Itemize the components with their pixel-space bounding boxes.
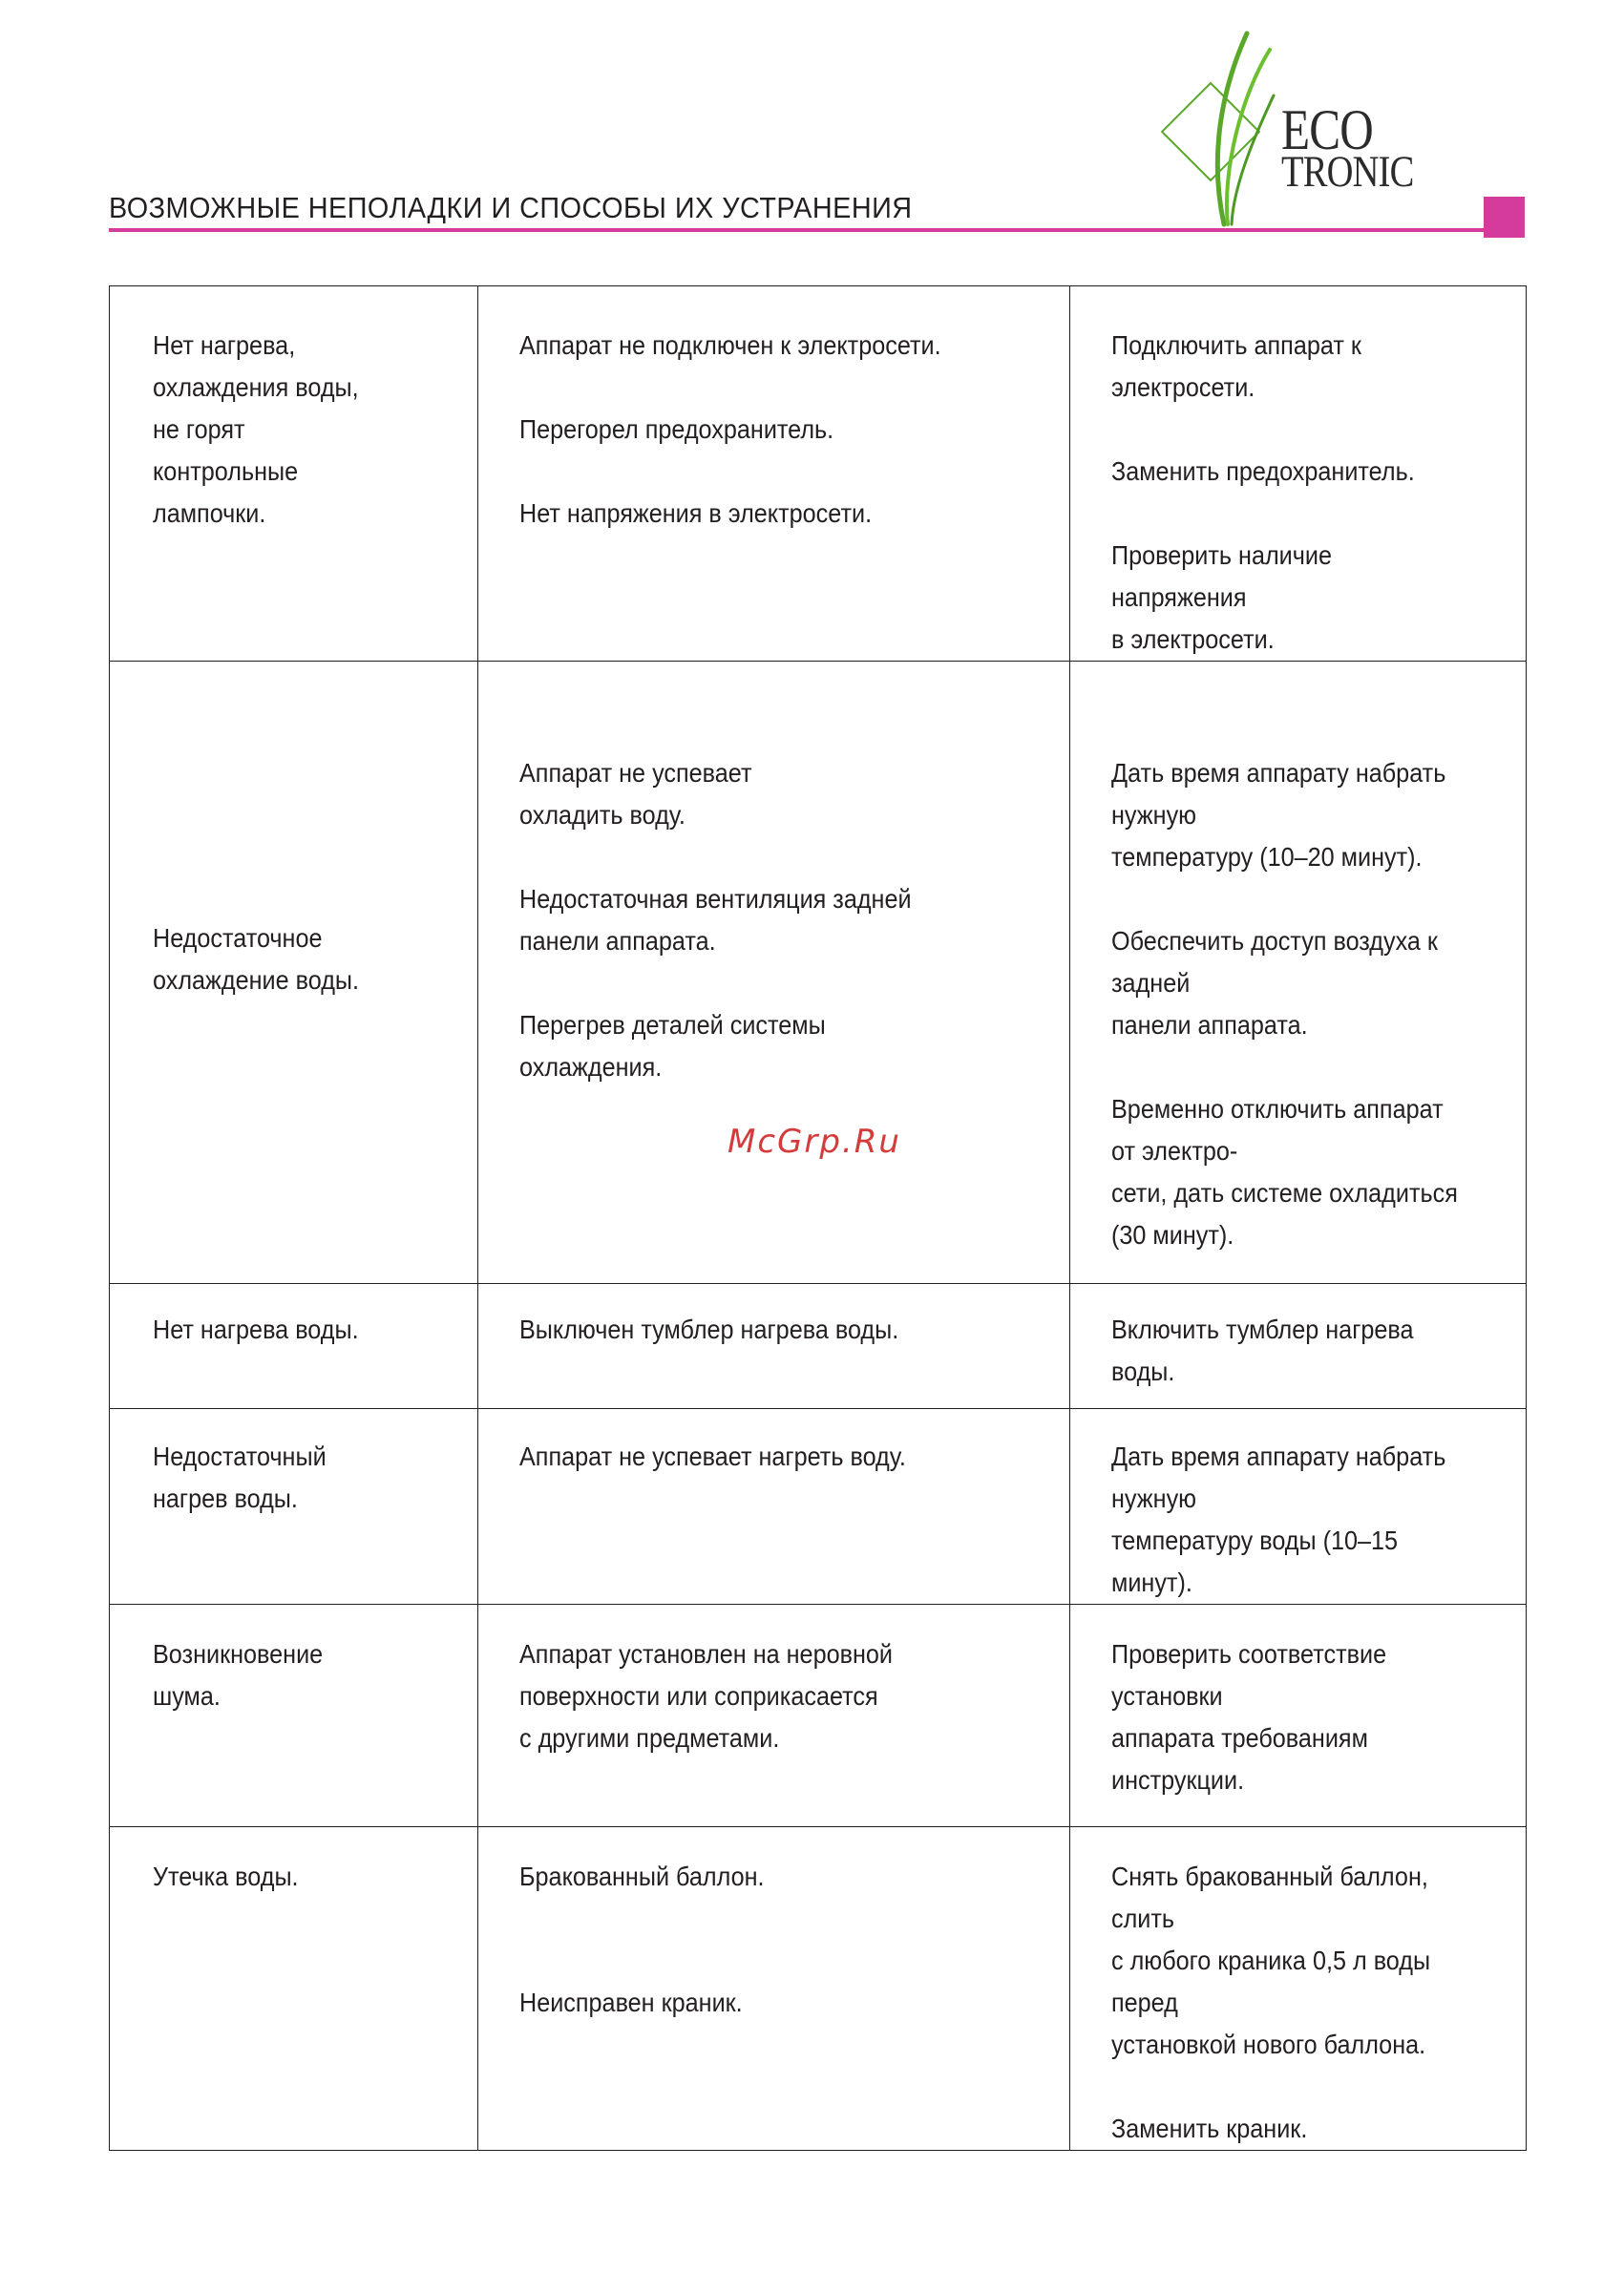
remedy-text: Включить тумблер нагрева воды. bbox=[1111, 1315, 1414, 1386]
troubleshooting-table bbox=[109, 285, 1527, 2151]
logo-line-tronic: TRONIC bbox=[1281, 147, 1414, 197]
cause-text: Нет напряжения в электросети. bbox=[519, 498, 873, 528]
remedy-text: Снять бракованный баллон, слить с любого краника 0,5 л воды перед установкой нового баллона. bbox=[1111, 1862, 1431, 2059]
cause-text: Аппарат не подключен к электросети. bbox=[519, 330, 941, 360]
cause-text: Неисправен краник. bbox=[519, 1988, 743, 2017]
problem-cell bbox=[110, 1409, 478, 1605]
problem-cell bbox=[110, 1827, 478, 2151]
remedy-cell bbox=[1070, 1284, 1527, 1409]
cause-text: Аппарат не успевает охладить воду. bbox=[519, 758, 752, 830]
cause-text: Аппарат не успевает нагреть воду. bbox=[519, 1442, 906, 1471]
remedy-text: Временно отключить аппарат от электро- сети, дать системе охладиться (30 минут). bbox=[1111, 1094, 1458, 1250]
problem-cell bbox=[110, 286, 478, 662]
cause-text: Бракованный баллон. bbox=[519, 1862, 765, 1891]
remedy-text: Заменить краник. bbox=[1111, 2114, 1308, 2143]
cause-text: Недостаточная вентиляция задней панели аппарата. bbox=[519, 884, 912, 956]
page-title: ВОЗМОЖНЫЕ НЕПОЛАДКИ И СПОСОБЫ ИХ УСТРАНЕНИЯ bbox=[109, 191, 913, 224]
cause-text: Перегрев деталей системы охлаждения. bbox=[519, 1010, 826, 1082]
cause-cell bbox=[478, 1409, 1070, 1605]
problem-cell bbox=[110, 662, 478, 1284]
table-row bbox=[110, 1605, 1527, 1827]
remedy-cell bbox=[1070, 286, 1527, 662]
remedy-cell bbox=[1070, 1827, 1527, 2151]
leaf-logo-icon bbox=[1155, 29, 1289, 229]
problem-text: Возникновение шума. bbox=[153, 1639, 324, 1711]
problem-text: Утечка воды. bbox=[153, 1862, 299, 1891]
cause-text: Выключен тумблер нагрева воды. bbox=[519, 1315, 899, 1344]
problem-text: Недостаточное охлаждение воды. bbox=[153, 922, 360, 995]
problem-cell bbox=[110, 1605, 478, 1827]
ecotronic-logo bbox=[1155, 29, 1470, 229]
table-row bbox=[110, 1284, 1527, 1409]
remedy-text: Заменить предохранитель. bbox=[1111, 456, 1415, 486]
remedy-cell bbox=[1070, 1605, 1527, 1827]
cause-cell bbox=[478, 1284, 1070, 1409]
table-row bbox=[110, 286, 1527, 662]
logo-line-eco: ECO bbox=[1281, 98, 1373, 161]
remedy-cell bbox=[1070, 662, 1527, 1284]
problem-text: Недостаточный нагрев воды. bbox=[153, 1442, 327, 1513]
problem-text: Нет нагрева, охлаждения воды, не горят контрольные лампочки. bbox=[153, 330, 359, 528]
watermark: McGrp.Ru bbox=[728, 1123, 901, 1161]
table-row bbox=[110, 662, 1527, 1284]
problem-cell bbox=[110, 1284, 478, 1409]
cause-cell bbox=[478, 286, 1070, 662]
title-underline bbox=[109, 228, 1484, 232]
remedy-text: Проверить наличие напряжения в электросети. bbox=[1111, 540, 1332, 654]
table-row bbox=[110, 1409, 1527, 1605]
remedy-text: Обеспечить доступ воздуха к задней панели аппарата. bbox=[1111, 926, 1438, 1040]
remedy-cell bbox=[1070, 1409, 1527, 1605]
cause-cell bbox=[478, 662, 1070, 1284]
remedy-text: Проверить соответствие установки аппарата требованиям инструкции. bbox=[1111, 1639, 1387, 1795]
cause-cell bbox=[478, 1827, 1070, 2151]
table-row bbox=[110, 1827, 1527, 2151]
remedy-text: Подключить аппарат к электросети. bbox=[1111, 330, 1361, 402]
problem-text: Нет нагрева воды. bbox=[153, 1315, 359, 1344]
cause-cell bbox=[478, 1605, 1070, 1827]
logo-wordmark bbox=[1281, 98, 1443, 197]
cause-text: Перегорел предохранитель. bbox=[519, 414, 834, 444]
cause-text: Аппарат установлен на неровной поверхности или соприкасается с другими предметами. bbox=[519, 1639, 893, 1753]
title-accent-block bbox=[1484, 197, 1525, 238]
remedy-text: Дать время аппарату набрать нужную температуру (10–20 минут). bbox=[1111, 758, 1446, 872]
remedy-text: Дать время аппарату набрать нужную температуру воды (10–15 минут). bbox=[1111, 1442, 1446, 1597]
